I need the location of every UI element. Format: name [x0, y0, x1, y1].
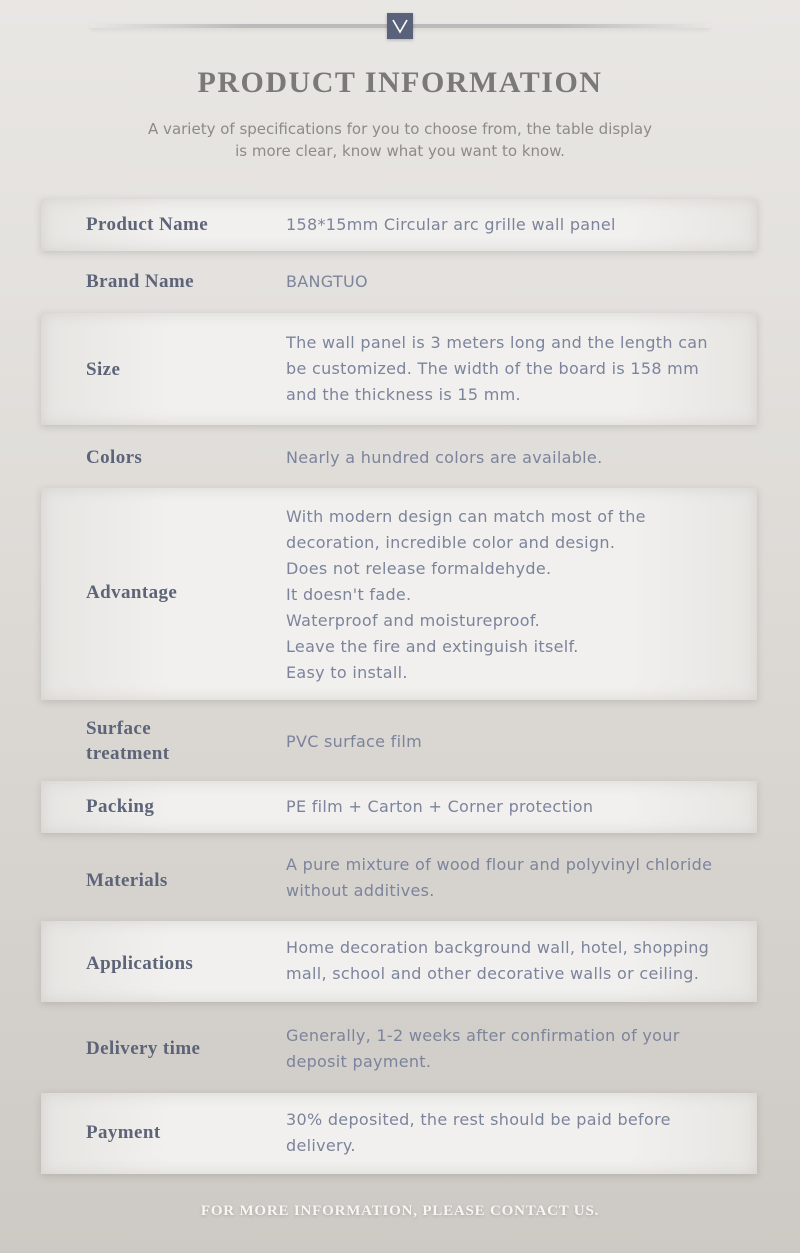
- row-label: [86, 868, 246, 893]
- row-value-line: without additives.: [286, 881, 435, 900]
- row-label-line: Delivery time: [86, 1038, 201, 1059]
- row-value-line: decoration, incredible color and design.: [286, 533, 616, 552]
- table-row: [41, 781, 757, 833]
- row-value-line: Leave the fire and extinguish itself.: [286, 637, 579, 656]
- row-value-line: be customized. The width of the board is 158 mm: [286, 359, 699, 378]
- row-value-line: deposit payment.: [286, 1052, 432, 1071]
- row-value-line: 30% deposited, the rest should be paid before: [286, 1110, 671, 1129]
- row-label-line: Applications: [86, 953, 194, 974]
- row-label: [86, 445, 246, 470]
- subtitle-line: is more clear, know what you want to know.: [235, 142, 565, 160]
- row-value: [286, 504, 726, 686]
- row-label: [86, 794, 246, 819]
- row-value-line: and the thickness is 15 mm.: [286, 385, 521, 404]
- row-label-line: Materials: [86, 870, 168, 891]
- row-label-line: Product Name: [86, 214, 209, 235]
- row-value-line: Does not release formaldehyde.: [286, 559, 552, 578]
- row-value-line: Nearly a hundred colors are available.: [286, 448, 603, 467]
- row-value-line: delivery.: [286, 1136, 356, 1155]
- row-label-line: Payment: [86, 1122, 161, 1143]
- row-value-line: The wall panel is 3 meters long and the length can: [286, 333, 708, 352]
- table-row: [41, 432, 757, 484]
- table-row: [41, 851, 757, 907]
- row-value-line: A pure mixture of wood flour and polyvinyl chloride: [286, 855, 713, 874]
- table-row: [41, 921, 757, 1002]
- row-value-line: BANGTUO: [286, 272, 368, 291]
- page-title: PRODUCT INFORMATION: [197, 66, 603, 99]
- subtitle-line: A variety of specifications for you to choose from, the table display: [148, 120, 652, 138]
- row-label: [86, 269, 246, 294]
- row-label: [86, 716, 246, 766]
- row-value-line: Waterproof and moistureproof.: [286, 611, 541, 630]
- table-row: [41, 1093, 757, 1174]
- row-value: [286, 935, 726, 987]
- brand-logo: [387, 13, 413, 39]
- row-label-line: Surface: [86, 718, 152, 739]
- row-label: [86, 951, 246, 976]
- row-value: [286, 794, 726, 820]
- row-label: [86, 1036, 246, 1061]
- row-value-line: Home decoration background wall, hotel, shopping: [286, 938, 710, 957]
- row-value: [286, 1107, 726, 1159]
- row-value-line: Generally, 1-2 weeks after confirmation of your: [286, 1026, 680, 1045]
- row-value: [286, 1023, 726, 1075]
- row-value-line: PE film + Carton + Corner protection: [286, 797, 594, 816]
- row-label-line: Advantage: [86, 582, 178, 603]
- page-subtitle: [120, 118, 680, 162]
- row-value-line: It doesn't fade.: [286, 585, 412, 604]
- table-row: [41, 256, 757, 308]
- table-row: [41, 199, 757, 251]
- table-row: [41, 1023, 757, 1079]
- row-label: [86, 580, 246, 605]
- row-label-line: Colors: [86, 447, 143, 468]
- table-row: [41, 488, 757, 700]
- row-value: [286, 212, 726, 238]
- row-label-line: Brand Name: [86, 271, 194, 292]
- table-row: [41, 313, 757, 425]
- row-value-line: 158*15mm Circular arc grille wall panel: [286, 215, 616, 234]
- contact-footer: FOR MORE INFORMATION, PLEASE CONTACT US.: [200, 1203, 600, 1219]
- row-value: [286, 269, 726, 295]
- row-value-line: mall, school and other decorative walls or ceiling.: [286, 964, 700, 983]
- row-label: [86, 212, 246, 237]
- row-value-line: With modern design can match most of the: [286, 507, 646, 526]
- row-value-line: PVC surface film: [286, 732, 422, 751]
- row-label-line: treatment: [86, 743, 170, 764]
- table-row: [41, 715, 757, 769]
- row-value: [286, 852, 726, 904]
- v-logo-icon: [391, 18, 409, 34]
- row-value-line: Easy to install.: [286, 663, 408, 682]
- row-value: [286, 445, 726, 471]
- row-label: [86, 1120, 246, 1145]
- row-label-line: Size: [86, 359, 121, 380]
- row-label: [86, 357, 246, 382]
- row-value: [286, 330, 726, 408]
- row-label-line: Packing: [86, 796, 155, 817]
- row-value: [286, 729, 726, 755]
